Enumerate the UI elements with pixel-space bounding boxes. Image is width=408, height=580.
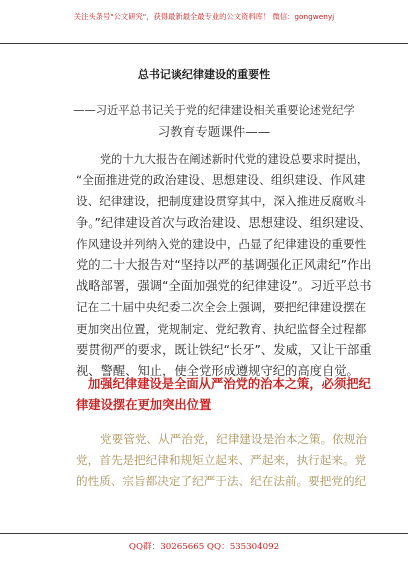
intro-paragraph <box>76 149 372 382</box>
paragraph-line: 党要管党、从严治党，纪律建设是治本之策。依规治 <box>100 432 368 446</box>
heading-line: 加强纪律建设是全面从严治党的治本之策，必须把纪 <box>88 377 371 391</box>
subtitle-line: ——习近平总书记关于党的纪律建设相关重要论述党纪学 <box>73 104 355 117</box>
paragraph-line: 记在二十届中央纪委二次全会上强调，要把纪律建设摆在 <box>76 300 367 315</box>
paragraph-line: 战略部署，强调“全面加强党的纪律建设”。习近平总书 <box>76 279 372 294</box>
paragraph-line: “全面推进党的政治建设、思想建设、组织建设、作风建 <box>76 173 366 188</box>
body-paragraph <box>76 429 372 493</box>
paragraph-line: 视、警醒、知止，使全党形成遵规守纪的高度自觉。 <box>76 364 359 379</box>
paragraph-line: 更加突出位置，党规制定、党纪教育、执纪监督全过程都 <box>76 321 367 336</box>
paragraph-line: 党，首先是把纪律和规矩立起来、严起来，执行起来。党 <box>76 453 367 468</box>
section-heading <box>76 374 372 416</box>
header-notice: 关注头条号"公文研究"，获得最新最全最专业的公文资料库！ 微信：gongwenyj <box>73 12 335 21</box>
paragraph-line: 设、纪律建设，把制度建设贯穿其中，深入推进反腐败斗 <box>76 194 367 209</box>
subtitle-line: 习教育专题课件—— <box>157 124 271 139</box>
paragraph-line: 党的十九大报告在阐述新时代党的建设总要求时提出， <box>100 153 369 166</box>
paragraph-line: 的性质、宗旨都决定了纪严于法、纪在法前。要把党的纪 <box>76 474 367 489</box>
document-title: 总书记谈纪律建设的重要性 <box>137 68 271 81</box>
document-subtitle <box>70 100 358 142</box>
paragraph-line: 作风建设并列纳入党的建设中，凸显了纪律建设的重要性 <box>76 236 367 251</box>
paragraph-line: 要贯彻严的要求，既让铁纪“长牙”、发威，又让干部重 <box>76 342 372 357</box>
page-footer <box>0 533 408 580</box>
paragraph-line: 党的二十大报告对“坚持以严的基调强化正风肃纪”作出 <box>76 258 372 273</box>
paragraph-line: 争。”纪律建设首次与政治建设、思想建设、组织建设、 <box>76 215 372 230</box>
heading-line: 律建设摆在更加突出位置 <box>76 398 212 413</box>
footer-contact: QQ群：30265665 QQ：535304092 <box>128 542 280 552</box>
page-header <box>0 0 408 44</box>
